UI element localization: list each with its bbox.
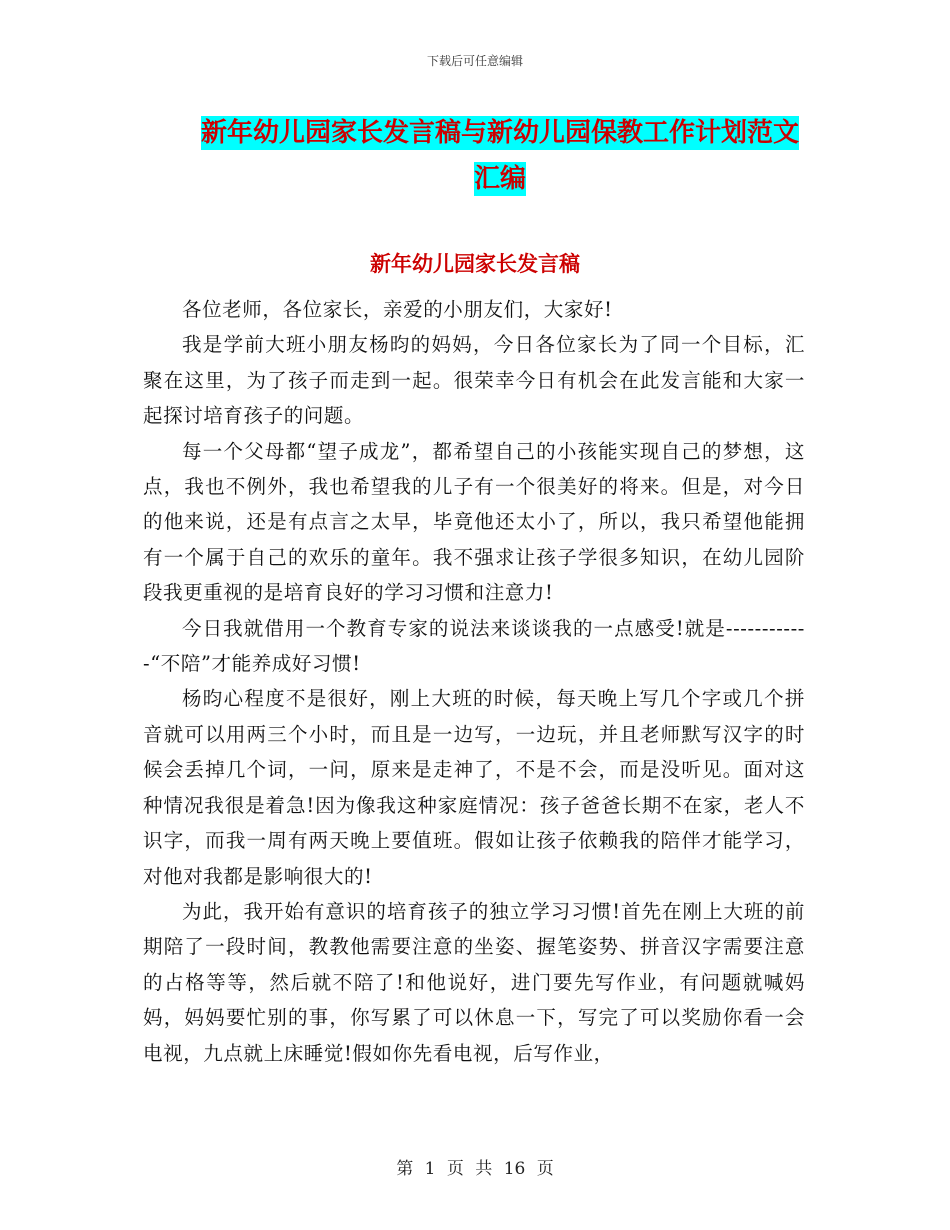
body-text <box>143 292 805 1071</box>
paragraph: 每一个父母都“望子成龙”，都希望自己的小孩能实现自己的梦想，这点，我也不例外，我也希望我的儿子有一个很美好的将来。但是，对今日的他来说，还是有点言之太早，毕竟他还太小了，所以，我只希望他能拥有一个属于自己的欢乐的童年。我不强求让孩子学很多知识，在幼儿园阶段我更重视的是培育良好的学习习惯和注意力! <box>143 439 805 605</box>
paragraph: 杨昀心程度不是很好，刚上大班的时候，每天晚上写几个字或几个拼音就可以用两三个小时，而且是一边写，一边玩，并且老师默写汉字的时候会丢掉几个词，一问，原来是走神了，不是不会，而是没听见。面对这种情况我很是着急!因为像我这种家庭情况：孩子爸爸长期不在家，老人不识字，而我一周有两天晚上要值班。假如让孩子依赖我的陪伴才能学习，对他对我都是影响很大的! <box>143 687 805 888</box>
page-footer: 第 1 页 共 16 页 <box>396 1159 554 1179</box>
document-title-line2: 汇编 <box>473 164 526 194</box>
paragraph: 今日我就借用一个教育专家的说法来谈谈我的一点感受!就是------------“不陪”才能养成好习惯! <box>143 616 805 676</box>
document-title <box>150 110 850 202</box>
header-note: 下载后可任意编辑 <box>426 54 523 68</box>
paragraph: 为此，我开始有意识的培育孩子的独立学习习惯!首先在刚上大班的前期陪了一段时间，教教他需要注意的坐姿、握笔姿势、拼音汉字需要注意的占格等等，然后就不陪了!和他说好，进门要先写作业，有问题就喊妈妈，妈妈要忙别的事，你写累了可以休息一下，写完了可以奖励你看一会电视，九点就上床睡觉!假如你先看电视，后写作业， <box>143 899 805 1065</box>
document-title-line1: 新年幼儿园家长发言稿与新幼儿园保教工作计划范文 <box>200 118 799 148</box>
paragraph: 我是学前大班小朋友杨昀的妈妈，今日各位家长为了同一个目标，汇聚在这里，为了孩子而走到一起。很荣幸今日有机会在此发言能和大家一起探讨培育孩子的问题。 <box>143 333 805 428</box>
section-title: 新年幼儿园家长发言稿 <box>370 252 580 276</box>
paragraph: 各位老师，各位家长，亲爱的小朋友们，大家好! <box>182 298 613 321</box>
